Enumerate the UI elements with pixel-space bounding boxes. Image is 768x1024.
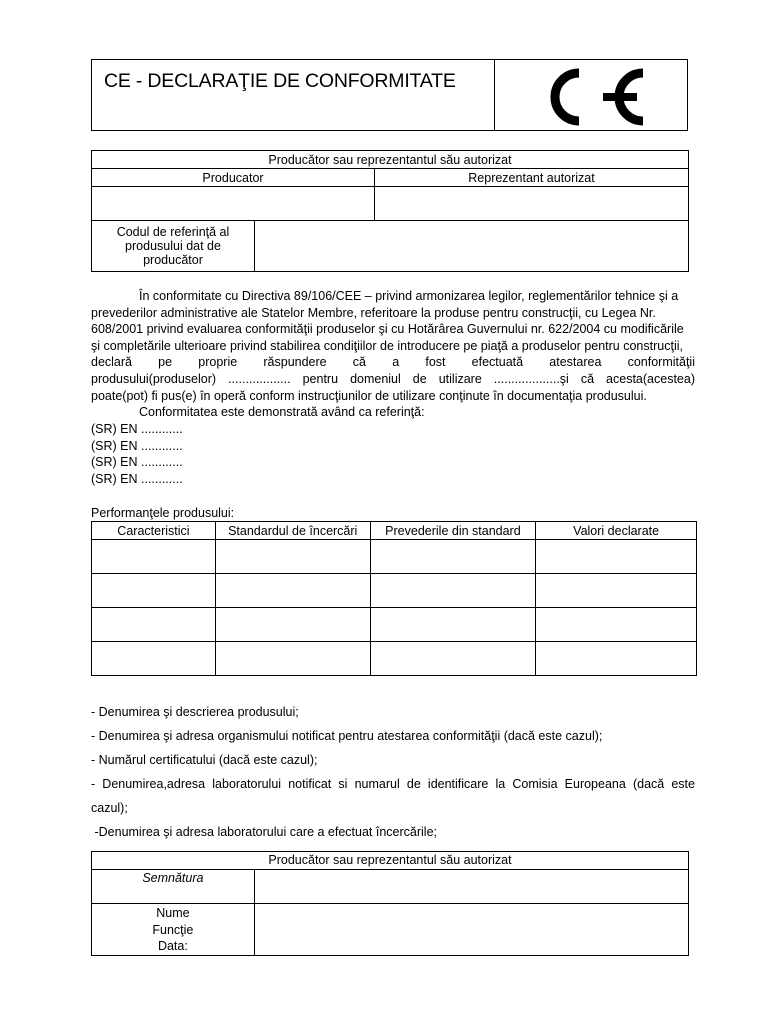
list-item: - Denumirea şi adresa organismului notificat pentru atestarea conformităţii (dacă este cazul); — [91, 729, 603, 743]
performance-label: Performanţele produsului: — [91, 506, 235, 520]
col-characteristics: Caracteristici — [92, 522, 216, 540]
col-representative-label: Reprezentant autorizat — [375, 169, 689, 187]
table-cell[interactable] — [370, 642, 536, 676]
identity-field[interactable] — [254, 903, 688, 955]
signature-label: Semnătura — [92, 869, 255, 903]
reference-item: (SR) EN ............ — [91, 471, 183, 486]
paragraph-line: declară pe proprie răspundere că a fost efectuată atestarea conformităţii — [91, 355, 695, 370]
table-cell[interactable] — [536, 540, 697, 574]
date-label: Data: — [157, 939, 188, 953]
table-cell[interactable] — [370, 574, 536, 608]
ce-mark-logo — [537, 66, 647, 128]
paragraph-line: produsului(produselor) .................. pentru domeniul de utilizare ...................şi că acesta(acestea) — [91, 371, 695, 386]
signature-table-header: Producător sau reprezentantul său autorizat — [92, 852, 689, 870]
list-item: - Numărul certificatului (dacă este cazul); — [91, 753, 318, 767]
table-cell[interactable] — [215, 540, 370, 574]
table-row — [92, 608, 697, 642]
list-item: - Denumirea şi descrierea produsului; — [91, 705, 299, 719]
col-standard-provisions: Prevederile din standard — [370, 522, 536, 540]
col-declared-values: Valori declarate — [536, 522, 697, 540]
ref-code-field[interactable] — [255, 221, 689, 272]
table-cell[interactable] — [92, 574, 216, 608]
performance-table — [91, 521, 697, 676]
table-cell[interactable] — [370, 540, 536, 574]
paragraph-line: 608/2001 privind evaluarea conformităţii produselor şi cu Hotărârea Guvernului nr. 622/2004 cu modificările — [91, 322, 684, 337]
paragraph-line: În conformitate cu Directiva 89/106/CEE – privind armonizarea legilor, reglementărilor tehnice şi a — [139, 289, 679, 303]
declaration-paragraph — [91, 288, 695, 421]
table-cell[interactable] — [536, 608, 697, 642]
header-divider — [494, 60, 495, 130]
signature-table — [91, 851, 689, 956]
table-cell[interactable] — [92, 642, 216, 676]
table-cell[interactable] — [536, 642, 697, 676]
function-label: Funcţie — [152, 922, 194, 937]
table-cell[interactable] — [215, 608, 370, 642]
document-header — [91, 59, 688, 131]
paragraph-line: şi completările ulterioare privind stabilirea condiţiilor de introducere pe piaţă a produselor pentru construcţii, — [91, 338, 683, 353]
table-cell[interactable] — [92, 608, 216, 642]
list-item: - Denumirea,adresa laboratorului notificat si numarul de identificare la Comisia Europeana (dacă este — [91, 777, 695, 791]
name-label: Nume — [156, 906, 190, 920]
table-cell[interactable] — [92, 540, 216, 574]
identity-labels — [92, 903, 255, 955]
list-item: cazul); — [91, 801, 128, 815]
standard-references — [91, 421, 183, 487]
page-title: CE - DECLARAŢIE DE CONFORMITATE — [104, 70, 456, 92]
representative-field[interactable] — [375, 187, 689, 221]
conformity-line: Conformitatea este demonstrată având ca referinţă: — [139, 405, 425, 420]
paragraph-line: prevederilor administrative ale Statelor Membre, referitoare la produse pentru construcţii, cu Legea Nr. — [91, 305, 656, 320]
table-cell[interactable] — [536, 574, 697, 608]
table-row — [92, 540, 697, 574]
table-row — [92, 642, 697, 676]
reference-item: (SR) EN ............ — [91, 438, 183, 453]
paragraph-line: poate(pot) fi pus(e) în operă conform instrucţiunilor de utilizare conţinute în documentaţia produsului. — [91, 388, 647, 403]
table-cell[interactable] — [215, 574, 370, 608]
signature-field[interactable] — [254, 869, 688, 903]
ref-code-label: Codul de referinţă al produsului dat de producător — [92, 221, 255, 272]
reference-item: (SR) EN ............ — [91, 455, 183, 470]
col-test-standard: Standardul de încercări — [215, 522, 370, 540]
required-items-list — [91, 700, 695, 844]
col-producer-label: Producator — [92, 169, 375, 187]
table-row — [92, 574, 697, 608]
table-cell[interactable] — [370, 608, 536, 642]
table-cell[interactable] — [215, 642, 370, 676]
list-item: -Denumirea şi adresa laboratorului care a efectuat încercările; — [91, 825, 438, 839]
producer-table — [91, 150, 689, 272]
reference-item: (SR) EN ............ — [91, 422, 183, 436]
producer-table-header: Producător sau reprezentantul său autorizat — [92, 151, 689, 169]
producer-field[interactable] — [92, 187, 375, 221]
